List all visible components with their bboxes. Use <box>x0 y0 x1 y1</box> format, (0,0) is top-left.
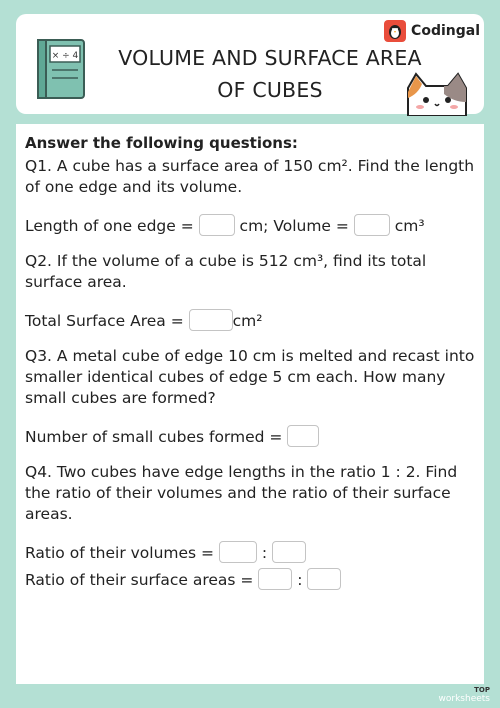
small-cubes-label: Number of small cubes formed = <box>25 428 288 446</box>
answer-row-4a <box>25 541 477 564</box>
surface-area-unit: cm² <box>232 312 263 330</box>
cat-icon <box>404 72 470 116</box>
footer-worksheets: worksheets <box>438 694 490 704</box>
worksheet-header <box>16 14 484 114</box>
surface-area-answer-box[interactable] <box>189 309 233 331</box>
areas-ratio-label: Ratio of their surface areas = <box>25 571 259 589</box>
volumes-ratio-box-1[interactable] <box>219 541 257 563</box>
title-line-1: VOLUME AND SURFACE AREA <box>118 46 422 70</box>
answer-row-4b <box>25 568 477 591</box>
surface-area-label: Total Surface Area = <box>25 312 189 330</box>
answer-row-1 <box>25 214 477 237</box>
ratio-separator: : <box>297 571 303 589</box>
answer-row-2 <box>25 309 477 332</box>
book-symbols: × ÷ 4 <box>51 51 79 61</box>
brand-name: Codingal <box>411 23 480 39</box>
answer-row-3 <box>25 425 477 448</box>
question-1: Q1. A cube has a surface area of 150 cm². Find the length of one edge and its volume. <box>25 157 475 196</box>
instructions-heading: Answer the following questions: <box>25 134 298 152</box>
brand <box>384 20 480 42</box>
footer-top: TOP <box>474 686 490 694</box>
math-book-icon <box>36 38 88 102</box>
small-cubes-answer-box[interactable] <box>287 425 319 447</box>
title-line-2: OF CUBES <box>217 78 323 102</box>
edge-label: Length of one edge = <box>25 217 199 235</box>
edge-unit: cm; Volume = <box>234 217 354 235</box>
volume-answer-box[interactable] <box>354 214 390 236</box>
footer-logo <box>439 686 490 704</box>
question-3: Q3. A metal cube of edge 10 cm is melted and recast into smaller identical cubes of edge 5 cm each. How many small cubes are formed? <box>25 347 475 407</box>
areas-ratio-box-2[interactable] <box>307 568 341 590</box>
areas-ratio-box-1[interactable] <box>258 568 292 590</box>
edge-answer-box[interactable] <box>199 214 235 236</box>
page-title <box>90 42 450 106</box>
volumes-ratio-label: Ratio of their volumes = <box>25 544 219 562</box>
question-4: Q4. Two cubes have edge lengths in the ratio 1 : 2. Find the ratio of their volumes and the ratio of their surface areas. <box>25 463 458 523</box>
penguin-icon <box>384 20 406 42</box>
volume-unit: cm³ <box>389 217 425 235</box>
ratio-separator: : <box>261 544 268 562</box>
question-2: Q2. If the volume of a cube is 512 cm³, find its total surface area. <box>25 252 427 291</box>
volumes-ratio-box-2[interactable] <box>272 541 306 563</box>
question-card <box>16 124 484 684</box>
